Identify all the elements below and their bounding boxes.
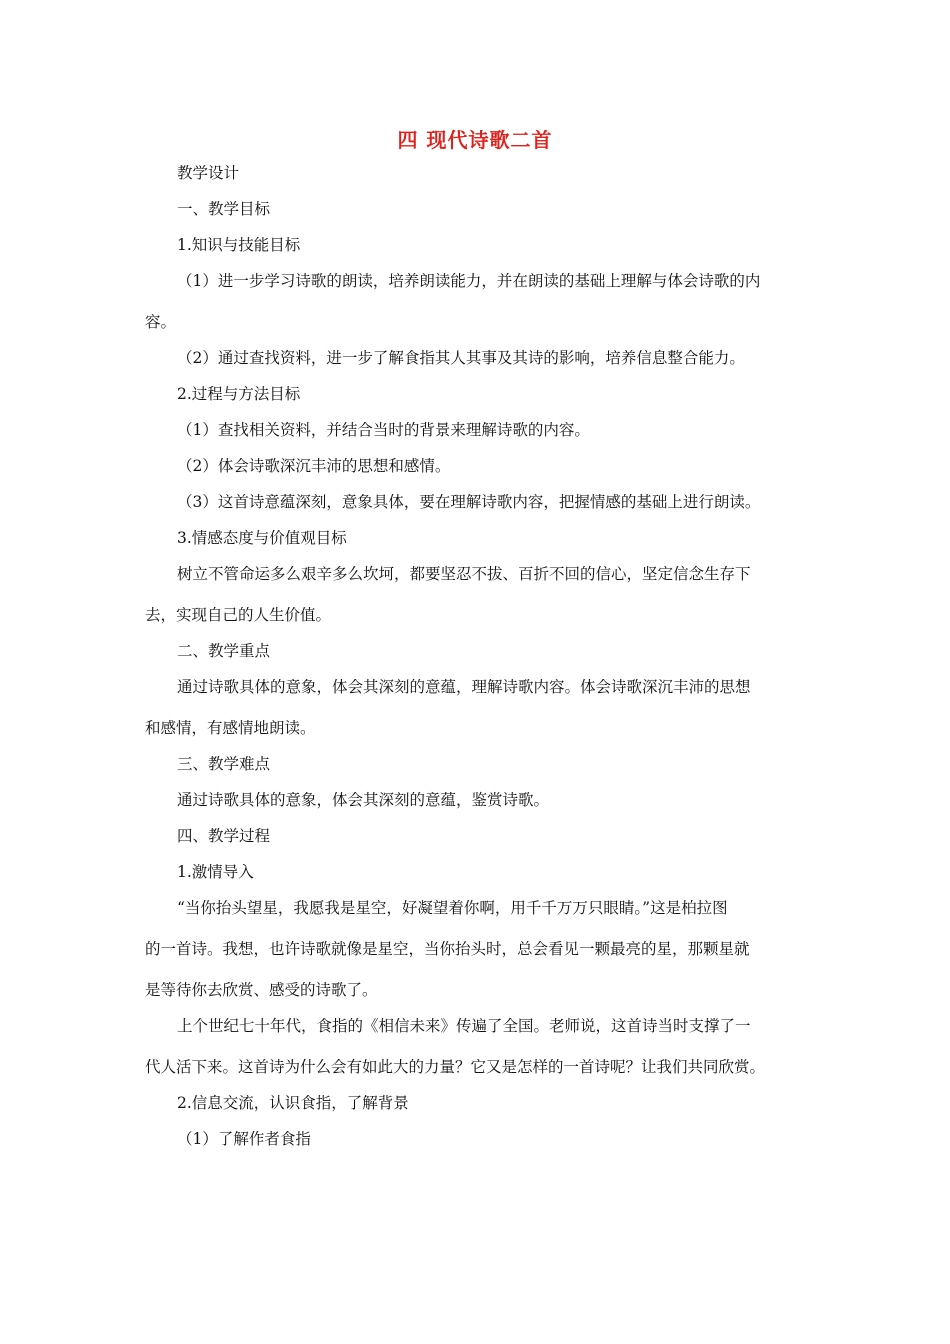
paragraph-line: 树立不管命运多么艰辛多么坎坷，都要坚忍不拔、百折不回的信心，坚定信念生存下	[177, 565, 751, 583]
paragraph-line: （3）这首诗意蕴深刻，意象具体，要在理解诗歌内容，把握情感的基础上进行朗读。	[177, 493, 761, 511]
heading-teaching-process: 四、教学过程	[177, 827, 271, 845]
paragraph-line: 通过诗歌具体的意象，体会其深刻的意蕴，理解诗歌内容。体会诗歌深沉丰沛的思想	[177, 678, 751, 696]
paragraph-line: 上个世纪七十年代，食指的《相信未来》传遍了全国。老师说，这首诗当时支撑了一	[177, 1017, 751, 1035]
subheading-info-exchange: 2.信息交流，认识食指，了解背景	[177, 1094, 409, 1112]
subheading-process-method: 2.过程与方法目标	[177, 385, 301, 403]
heading-teaching-goals: 一、教学目标	[177, 200, 271, 218]
paragraph-line: 和感情，有感情地朗读。	[145, 719, 316, 737]
subheading-knowledge-skills: 1.知识与技能目标	[177, 236, 301, 254]
paragraph-line: 去，实现自己的人生价值。	[145, 606, 332, 624]
paragraph-line: （2）体会诗歌深沉丰沛的思想和感情。	[177, 457, 451, 475]
subheading-introduction: 1.激情导入	[177, 863, 254, 881]
paragraph-line: 的一首诗。我想，也许诗歌就像是星空，当你抬头时，总会看见一颗最亮的星，那颗星就	[145, 940, 750, 958]
paragraph-line: （1）查找相关资料，并结合当时的背景来理解诗歌的内容。	[177, 421, 590, 439]
heading-difficulties: 三、教学难点	[177, 755, 271, 773]
heading-key-points: 二、教学重点	[177, 642, 271, 660]
paragraph-line: “当你抬头望星，我愿我是星空，好凝望着你啊，用千千万万只眼睛。”这是柏拉图	[177, 899, 728, 917]
page-title: 四 现代诗歌二首	[397, 128, 553, 152]
section-label-teaching-design: 教学设计	[177, 164, 240, 182]
subheading-emotion-values: 3.情感态度与价值观目标	[177, 529, 347, 547]
paragraph-line: 容。	[145, 313, 177, 331]
paragraph-line: （2）通过查找资料，进一步了解食指其人其事及其诗的影响，培养信息整合能力。	[177, 349, 745, 367]
paragraph-line: 通过诗歌具体的意象，体会其深刻的意蕴，鉴赏诗歌。	[177, 791, 550, 809]
paragraph-line: （1）了解作者食指	[177, 1130, 311, 1148]
paragraph-line: 是等待你去欣赏、感受的诗歌了。	[145, 981, 378, 999]
paragraph-line: 代人活下来。这首诗为什么会有如此大的力量？它又是怎样的一首诗呢？让我们共同欣赏。	[145, 1058, 766, 1076]
paragraph-line: （1）进一步学习诗歌的朗读，培养朗读能力，并在朗读的基础上理解与体会诗歌的内	[177, 272, 761, 290]
